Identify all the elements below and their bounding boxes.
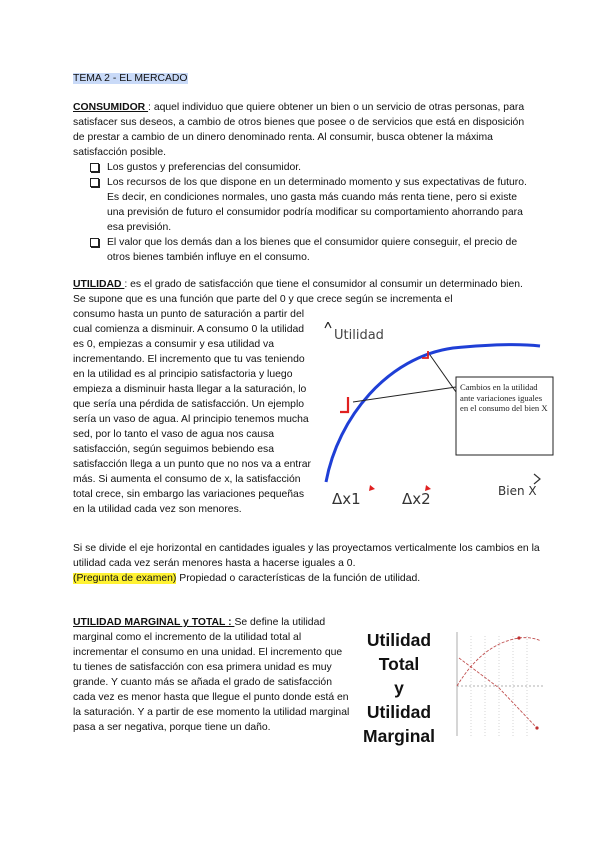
marginal-utility-point bbox=[535, 726, 538, 729]
utility-curve-diagram bbox=[318, 322, 568, 507]
total-marginal-utility-graph bbox=[449, 628, 549, 743]
total-utility-point bbox=[517, 636, 520, 639]
marginal-image-title: Utilidad Total y Utilidad Marginal bbox=[363, 630, 435, 746]
consumidor-factors-list bbox=[90, 160, 530, 265]
exam-label: (Pregunta de examen) bbox=[73, 573, 177, 584]
utilidad-paragraph: UTILIDAD : es el grado de satisfacción que tiene el consumidor al consumir un determinado bien. Se supone que es una función que parte del 0 y que crece según se incrementa el bbox=[73, 279, 523, 305]
delta-x1-marker-icon bbox=[369, 485, 375, 491]
callout-line-2 bbox=[430, 355, 456, 392]
utility-step-large bbox=[340, 397, 348, 412]
page-title: TEMA 2 - EL MERCADO bbox=[73, 73, 188, 84]
y-axis-label: Utilidad bbox=[334, 328, 384, 343]
x-axis-arrow-icon bbox=[534, 474, 540, 484]
utilidad-term: UTILIDAD bbox=[73, 279, 125, 290]
marginal-term: UTILIDAD MARGINAL y TOTAL : bbox=[73, 617, 235, 628]
exam-note: (Pregunta de examen) Propiedad o características de la función de utilidad. bbox=[73, 573, 421, 584]
consumidor-term: CONSUMIDOR bbox=[73, 102, 149, 113]
consumidor-definition: : aquel individuo que quiere obtener un bien o un servicio de otras personas, para satisfacer sus deseos, a cambio de otros bienes que posee o de servicios que está en disposición de prestar a cambio de un dinero denominado renta. Al consumir, busca obtener la máxima satisfacción posible. bbox=[73, 102, 525, 158]
y-axis-arrow-icon bbox=[325, 322, 331, 328]
checkbox-bullet-icon bbox=[90, 238, 99, 247]
graph-gridlines bbox=[471, 636, 527, 738]
delta-x2-label: Δx2 bbox=[402, 490, 431, 507]
list-item: El valor que los demás dan a los bienes que el consumidor quiere conseguir, el precio de otros bienes también influye en el consumo. bbox=[90, 235, 530, 265]
marginal-paragraph: UTILIDAD MARGINAL y TOTAL : Se define la utilidad marginal como el incremento de la utilidad total al incrementar el consumo en una unidad. El incremento que tu tienes de satisfacción con esa primera unidad es muy grande. Y cuanto más se añada el grado de satisfacción cada vez es menor hasta que llegue el punto donde está en la saturación. Y a partir de ese momento la utilidad marginal pasa a ser negativa, porque tiene un daño. bbox=[73, 617, 350, 733]
checkbox-bullet-icon bbox=[90, 178, 99, 187]
x-axis-label: Bien X bbox=[498, 484, 537, 498]
delta-x1-label: Δx1 bbox=[332, 490, 361, 507]
utilidad-explanation: consumo hasta un punto de saturación a partir del cual comienza a disminuir. A consumo 0 la utilidad es 0, empiezas a consumir y esa utilidad va incrementando. El incremento que tu vas teniendo en la utilidad es al principio satisfactoria y luego empieza a disminuir hasta llegar a la saturación, lo que sería una pérdida de satisfacción. Un ejemplo sería un vaso de agua. Al principio tenemos mucha sed, por lo tanto el vaso de agua nos causa satisfacción, según seguimos bebiendo esa satisfacción llega a un punto que no nos va a entrar más. Si aumenta el consumo de x, la satisfacción total crece, sin embargo las variaciones pequeñas en la utilidad cada vez son menores. bbox=[73, 309, 311, 515]
list-item: Los recursos de los que dispone en un determinado momento y sus expectativas de futuro. Es decir, en condiciones normales, uno gasta más cuando más renta tiene, pero si existe una previsión de futuro el consumidor podría modificar su comportamiento ahorrando para esa previsión. bbox=[90, 175, 530, 235]
checkbox-bullet-icon bbox=[90, 163, 99, 172]
utilidad-division-text: Si se divide el eje horizontal en cantidades iguales y las proyectamos verticalmente los cambios en la utilidad cada vez serán menores hasta a hacerse iguales a 0. bbox=[73, 543, 540, 569]
callout-text: Cambios en la utilidad ante variaciones iguales en el consumo del bien X bbox=[460, 382, 548, 414]
consumidor-paragraph bbox=[73, 100, 535, 160]
list-item: Los gustos y preferencias del consumidor. bbox=[90, 160, 530, 175]
